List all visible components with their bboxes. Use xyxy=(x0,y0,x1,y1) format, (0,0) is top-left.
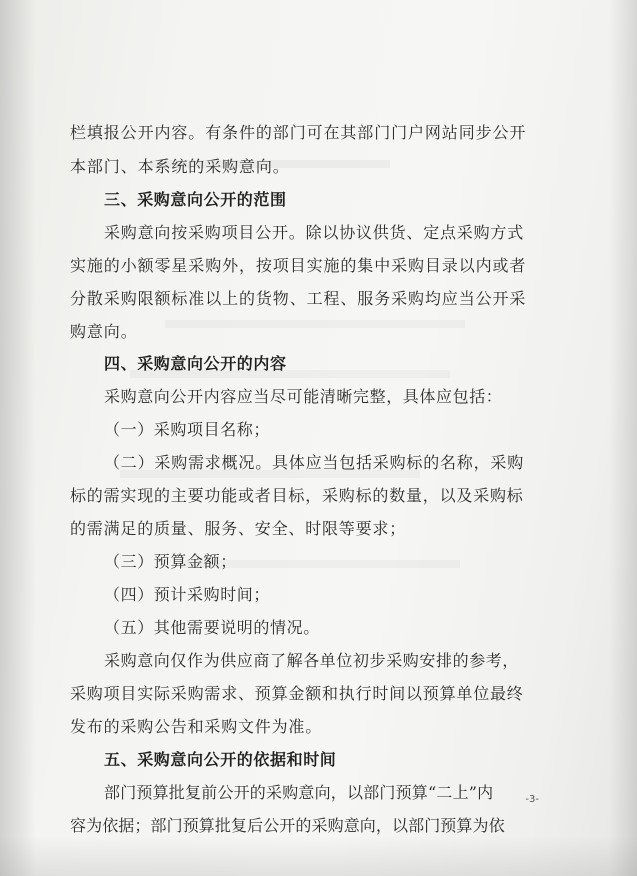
page-number: -3- xyxy=(525,794,539,805)
section-heading: 三、采购意向公开的范围 xyxy=(104,190,287,209)
section-heading: 四、采购意向公开的内容 xyxy=(104,354,287,373)
body-line: 标的需实现的主要功能或者目标，采购标的数量，以及采购标 xyxy=(70,486,524,505)
scan-shadow-bottom xyxy=(0,836,637,876)
section-heading: 五、采购意向公开的依据和时间 xyxy=(104,750,337,769)
body-line: 的需满足的质量、服务、安全、时限等要求； xyxy=(70,519,407,538)
body-line: 采购意向仅作为供应商了解各单位初步采购安排的参考， xyxy=(104,651,520,670)
scan-shadow-left xyxy=(0,0,36,876)
body-line: 分散采购限额标准以上的货物、工程、服务采购均应当公开采 xyxy=(70,289,527,308)
body-line: 栏填报公开内容。有条件的部门可在其部门门户网站同步公开 xyxy=(70,123,527,142)
list-item: （二）采购需求概况。具体应当包括采购标的名称，采购 xyxy=(104,453,525,472)
list-item: （三）预算金额； xyxy=(104,552,237,571)
body-line: 实施的小额零星采购外，按项目实施的集中采购目录以内或者 xyxy=(70,256,527,275)
body-line: 采购项目实际采购需求、预算金额和执行时间以预算单位最终 xyxy=(70,684,524,703)
body-line: 容为依据；部门预算批复后公开的采购意向，以部门预算为依 xyxy=(70,816,505,835)
body-line: 购意向。 xyxy=(70,322,138,341)
body-line: 采购意向按采购项目公开。除以协议供货、定点采购方式 xyxy=(104,223,525,242)
list-item: （四）预计采购时间； xyxy=(104,585,271,604)
list-item: （五）其他需要说明的情况。 xyxy=(104,618,320,637)
body-line: 发布的采购公告和采购文件为准。 xyxy=(70,717,323,736)
scan-shadow-right xyxy=(609,0,637,876)
body-line: 部门预算批复前公开的采购意向，以部门预算“二上”内 xyxy=(104,783,494,802)
body-line: 本部门、本系统的采购意向。 xyxy=(70,157,290,176)
list-item: （一）采购项目名称； xyxy=(104,420,271,439)
bleed-through-mark xyxy=(165,320,465,328)
body-line: 采购意向公开内容应当尽可能清晰完整，具体应包括： xyxy=(104,387,503,406)
